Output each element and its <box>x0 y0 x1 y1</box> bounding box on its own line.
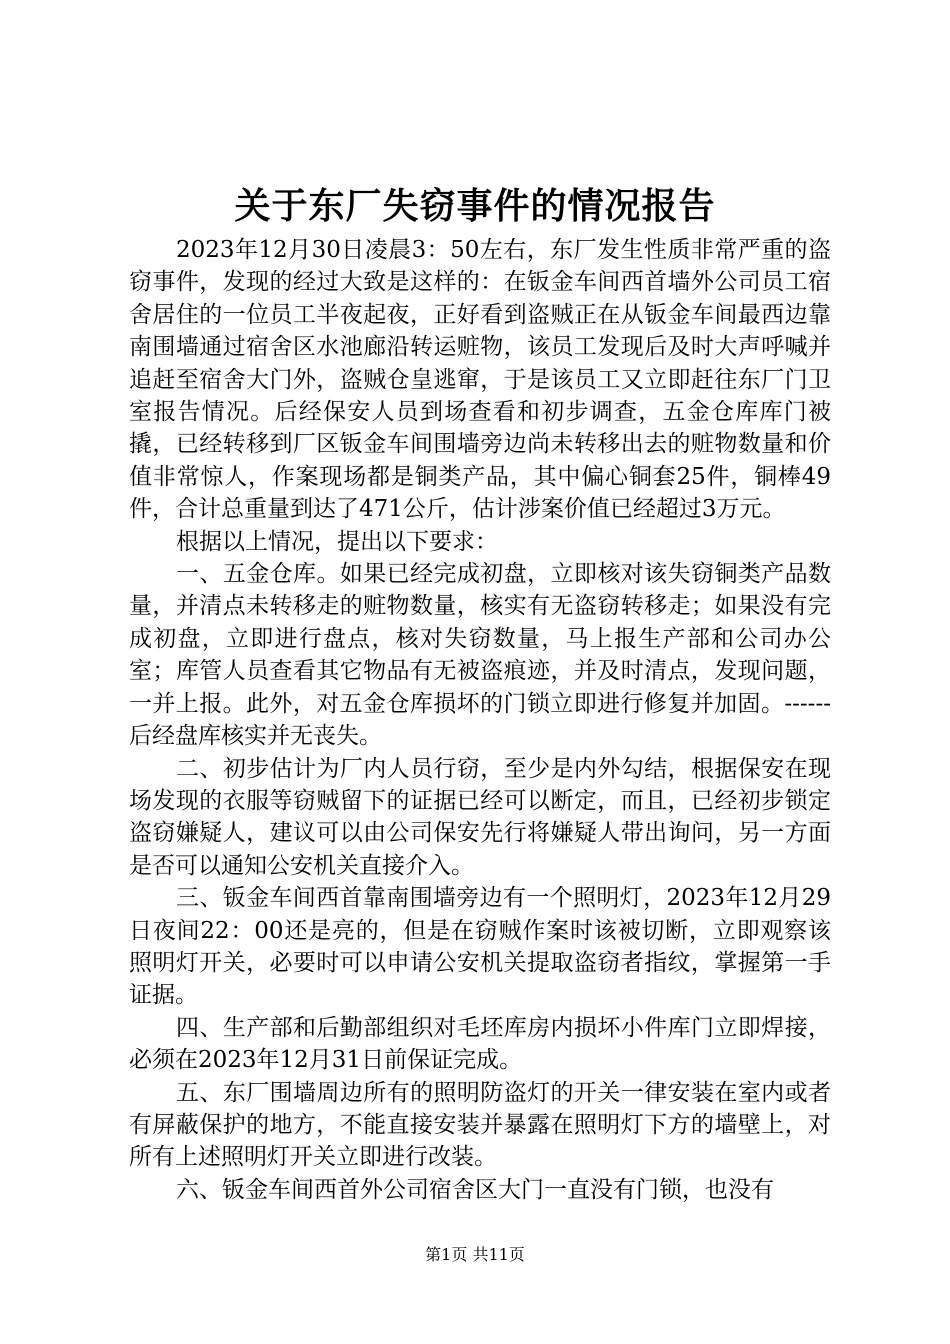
paragraph-item-3: 三、钣金车间西首靠南围墙旁边有一个照明灯，2023年12月29日夜间22：00还是亮的，但是在窃贼作案时该被切断，立即观察该照明灯开关，必要时可以申请公安机关提取盗窃者指纹，掌握第一手证据。 <box>129 885 831 1009</box>
page-number: 第1页 共11页 <box>425 1245 525 1264</box>
paragraph-item-5: 五、东厂围墙周边所有的照明防盗灯的开关一律安装在室内或者有屏蔽保护的地方，不能直接安装并暴露在照明灯下方的墙壁上，对所有上述照明灯开关立即进行改装。 <box>129 1079 831 1171</box>
paragraph-item-1: 一、五金仓库。如果已经完成初盘，立即核对该失窃铜类产品数量，并清点未转移走的赃物数量，核实有无盗窃转移走；如果没有完成初盘，立即进行盘点，核对失窃数量，马上报生产部和公司办公室；库管人员查看其它物品有无被盗痕迹，并及时清点，发现问题，一并上报。此外，对五金仓库损坏的门锁立即进行修复并加固。------后经盘库核实并无丧失。 <box>129 561 831 750</box>
paragraph-item-6: 六、钣金车间西首外公司宿舍区大门一直没有门锁，也没有 <box>176 1176 774 1203</box>
document-body <box>129 234 831 1206</box>
paragraph-requirements-intro: 根据以上情况，提出以下要求： <box>176 528 498 555</box>
paragraph-item-4: 四、生产部和后勤部组织对毛坯库房内损坏小件库门立即焊接，必须在2023年12月31日前保证完成。 <box>129 1014 831 1074</box>
document-title: 关于东厂失窃事件的情况报告 <box>234 185 716 227</box>
paragraph-incident-summary: 2023年12月30日凌晨3：50左右，东厂发生性质非常严重的盗窃事件，发现的经过大致是这样的：在钣金车间西首墙外公司员工宿舍居住的一位员工半夜起夜，正好看到盗贼正在从钣金车间最西边靠南围墙通过宿舍区水池廊沿转运赃物，该员工发现后及时大声呼喊并追赶至宿舍大门外，盗贼仓皇逃窜，于是该员工又立即赶往东厂门卫室报告情况。后经保安人员到场查看和初步调查，五金仓库库门被撬，已经转移到厂区钣金车间围墙旁边尚未转移出去的赃物数量和价值非常惊人，作案现场都是铜类产品，其中偏心铜套25件，铜棒49件，合计总重量到达了471公斤，估计涉案价值已经超过3万元。 <box>129 237 831 523</box>
paragraph-item-2: 二、初步估计为厂内人员行窃，至少是内外勾结，根据保安在现场发现的衣服等窃贼留下的证据已经可以断定，而且，已经初步锁定盗窃嫌疑人，建议可以由公司保安先行将嫌疑人带出询问，另一方面是否可以通知公安机关直接介入。 <box>129 755 831 879</box>
